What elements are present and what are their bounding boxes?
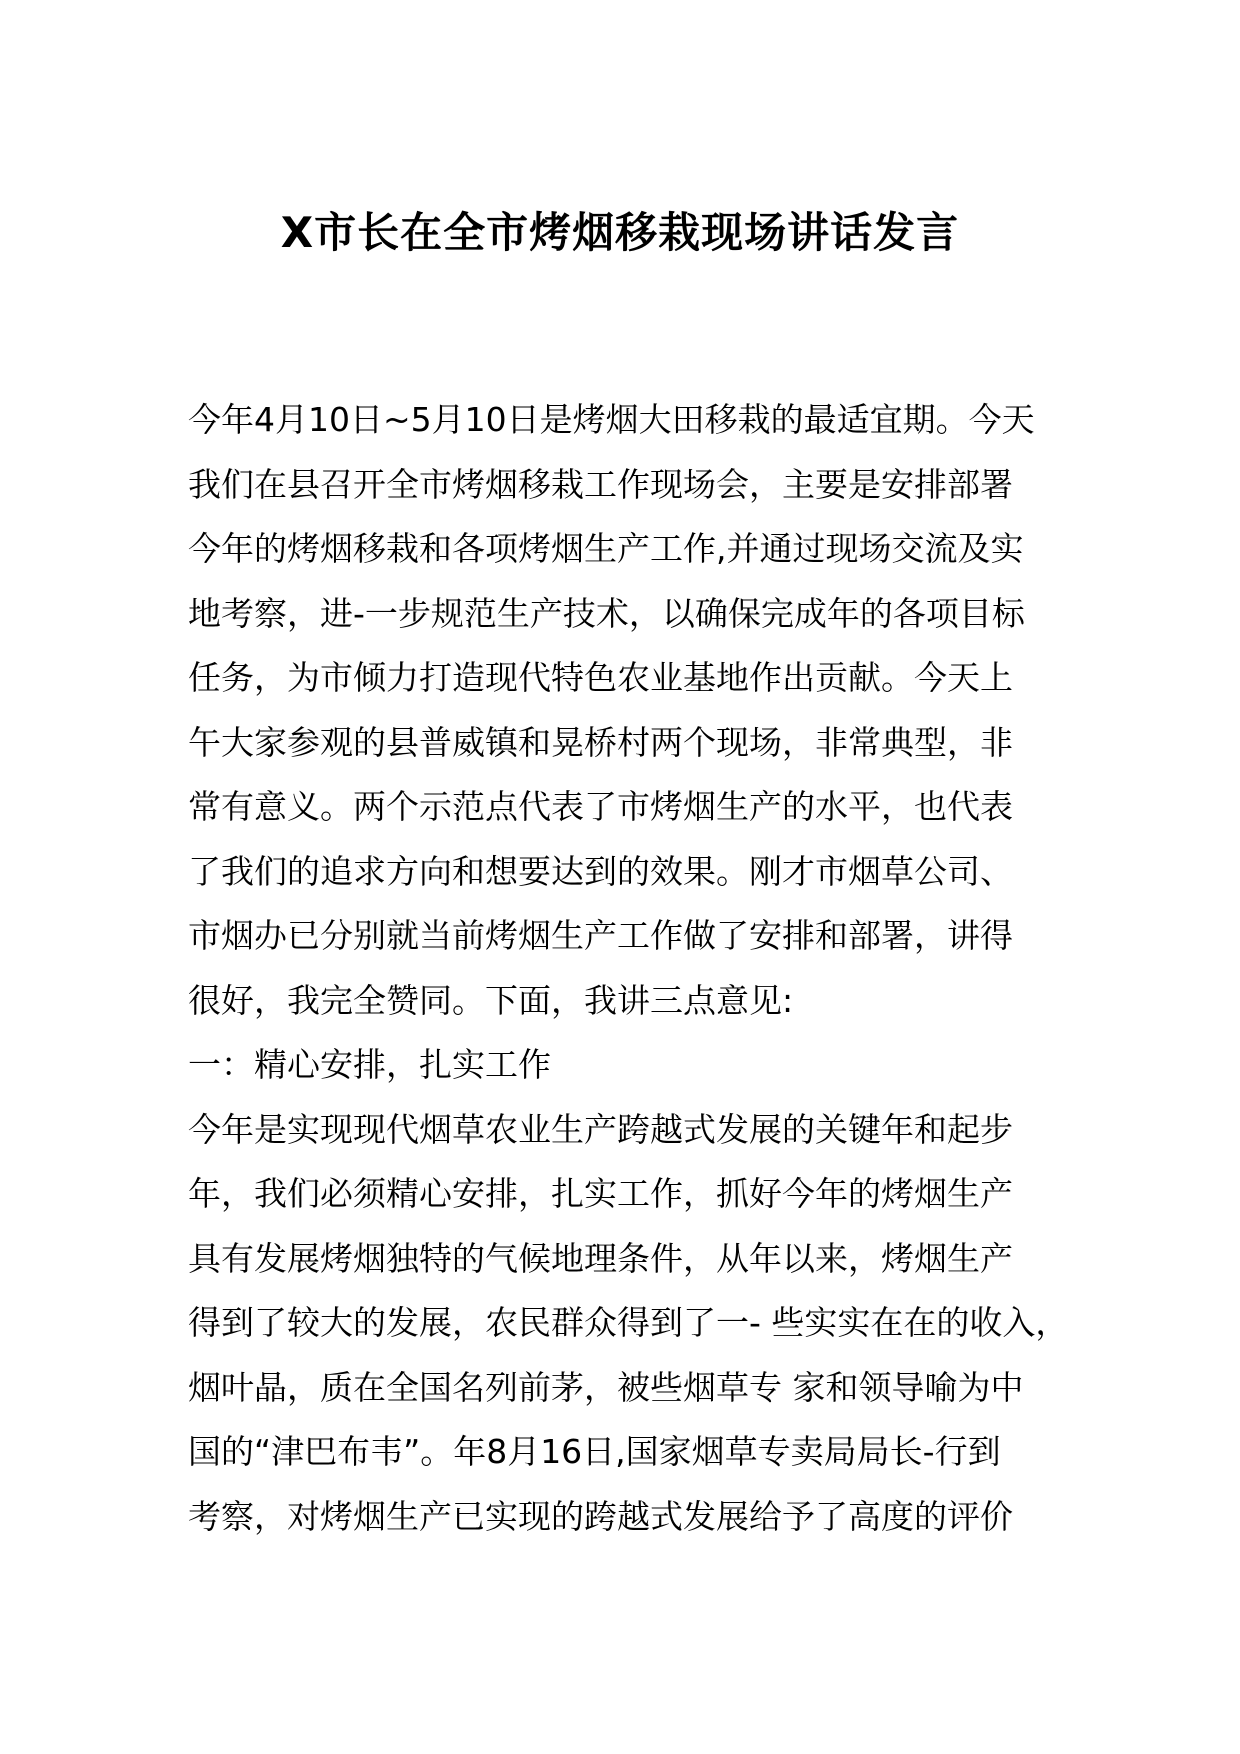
paragraph-line: 今年的烤烟移栽和各项烤烟生产工作,并通过现场交流及实 xyxy=(188,529,1024,568)
paragraph-line: 今年4月10日~5月10日是烤烟大田移栽的最适宜期。今天 xyxy=(188,400,1035,439)
paragraph-line: 常有意义。两个示范点代表了市烤烟生产的水平，也代表 xyxy=(188,787,1013,826)
paragraph-line: 国的“津巴布韦”。年8月16日,国家烟草专卖局局长-行到 xyxy=(188,1432,1001,1471)
paragraph-line: 地考察，进-一步规范生产技术，以确保完成年的各项目标 xyxy=(188,593,1025,633)
paragraph-line: 烟叶晶，质在全国名列前茅，被些烟草专 家和领导喻为中 xyxy=(188,1367,1024,1407)
document-title: X市长在全市烤烟移栽现场讲话发言 xyxy=(280,208,960,257)
paragraph-line: 考察，对烤烟生产已实现的跨越式发展给予了高度的评价 xyxy=(188,1496,1013,1536)
paragraph-line: 很好，我完全赞同。下面，我讲三点意见: xyxy=(188,980,794,1020)
paragraph-line: 年，我们必须精心安排，扎实工作，抓好今年的烤烟生产 xyxy=(188,1174,1013,1213)
section-heading: 一：精心安排，扎实工作 xyxy=(188,1045,551,1084)
paragraph-line: 具有发展烤烟独特的气候地理条件，从年以来，烤烟生产 xyxy=(188,1238,1013,1278)
paragraph-line: 任务，为市倾力打造现代特色农业基地作出贡献。今天上 xyxy=(188,658,1013,697)
paragraph-line: 午大家参观的县普威镇和晃桥村两个现场，非常典型，非 xyxy=(188,722,1013,762)
paragraph-line: 了我们的追求方向和想要达到的效果。刚才市烟草公司、 xyxy=(188,851,1013,891)
paragraph-line: 得到了较大的发展，农民群众得到了一- 些实实在在的收入， xyxy=(188,1303,1069,1342)
document-body xyxy=(188,388,1088,1549)
paragraph-line: 我们在县召开全市烤烟移栽工作现场会，主要是安排部署 xyxy=(188,464,1013,504)
paragraph-line: 市烟办已分别就当前烤烟生产工作做了安排和部署，讲得 xyxy=(188,916,1013,955)
paragraph-line: 今年是实现现代烟草农业生产跨越式发展的关键年和起步 xyxy=(188,1109,1013,1149)
